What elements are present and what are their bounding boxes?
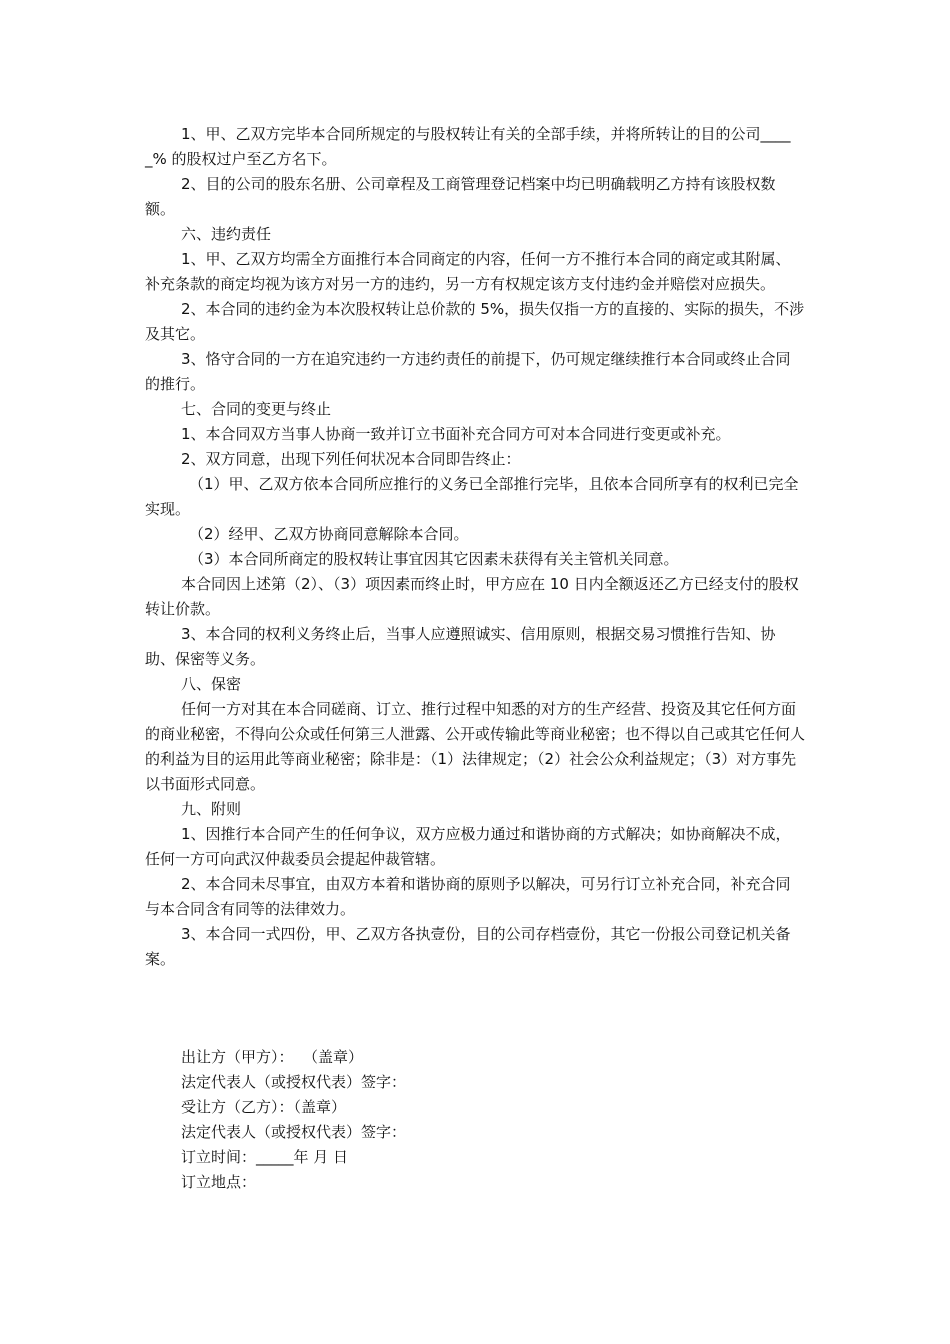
section-heading-liability: 六、违约责任: [181, 225, 272, 243]
clause-7-2-item-3: （3）本合同所商定的股权转让事宜因其它因素未获得有关主管机关同意。: [189, 550, 679, 568]
clause-7-1: 1、本合同双方当事人协商一致并订立书面补充合同方可对本合同进行变更或补充。: [181, 425, 731, 443]
legal-rep-line-1: 法定代表人（或授权代表）签字：: [181, 1073, 407, 1091]
clause-5-1: 1、甲、乙双方完毕本合同所规定的与股权转让有关的全部手续，并将所转让的目的公司_____% 的股权过户至乙方名下。: [145, 125, 791, 168]
section-heading-confidentiality: 八、保密: [181, 675, 242, 693]
clause-7-2: 2、双方同意，出现下列任何状况本合同即告终止：: [181, 450, 521, 468]
sign-place-line: 订立地点：: [181, 1173, 257, 1191]
clause-7-3: 3、本合同的权利义务终止后，当事人应遵照诚实、信用原则，根据交易习惯推行告知、协助、保密等义务。: [145, 625, 776, 668]
clause-7-refund: 本合同因上述第（2）、（3）项因素而终止时，甲方应在 10 日内全额返还乙方已经支付的股权转让价款。: [145, 575, 799, 618]
transferee-line: 受让方（乙方）：（盖章）: [181, 1098, 347, 1116]
clause-9-1: 1、因推行本合同产生的任何争议，双方应极力通过和谐协商的方式解决；如协商解决不成，任何一方可向武汉仲裁委员会提起仲裁管辖。: [145, 825, 791, 868]
clause-6-1: 1、甲、乙双方均需全方面推行本合同商定的内容，任何一方不推行本合同的商定或其附属、补充条款的商定均视为该方对另一方的违约，另一方有权规定该方支付违约金并赔偿对应损失。: [145, 250, 791, 293]
section-heading-change-termination: 七、合同的变更与终止: [181, 400, 332, 418]
section-heading-supplementary: 九、附则: [181, 800, 242, 818]
clause-7-2-item-2: （2）经甲、乙双方协商同意解除本合同。: [189, 525, 469, 543]
clause-9-2: 2、本合同未尽事宜，由双方本着和谐协商的原则予以解决，可另行订立补充合同，补充合同与本合同含有同等的法律效力。: [145, 875, 791, 918]
clause-5-2: 2、目的公司的股东名册、公司章程及工商管理登记档案中均已明确载明乙方持有该股权数额。: [145, 175, 776, 218]
clause-9-3: 3、本合同一式四份，甲、乙双方各执壹份，目的公司存档壹份，其它一份报公司登记机关备案。: [145, 925, 791, 968]
clause-7-2-item-1: （1）甲、乙双方依本合同所应推行的义务已全部推行完毕，且依本合同所享有的权利已完全实现。: [145, 475, 799, 518]
clause-8-body: 任何一方对其在本合同磋商、订立、推行过程中知悉的对方的生产经营、投资及其它任何方面的商业秘密，不得向公众或任何第三人泄露、公开或传输此等商业秘密；也不得以自己或其它任何人的利益为目的运用此等商业秘密；除非是：（1）法律规定；（2）社会公众利益规定；（3）对方事先以书面形式同意。: [145, 700, 806, 793]
contract-body: [145, 122, 805, 972]
sign-time-line: 订立时间：_____年 月 日: [181, 1148, 349, 1166]
clause-6-2: 2、本合同的违约金为本次股权转让总价款的 5%，损失仅指一方的直接的、实际的损失，不涉及其它。: [145, 300, 805, 343]
clause-6-3: 3、恪守合同的一方在追究违约一方违约责任的前提下，仍可规定继续推行本合同或终止合同的推行。: [145, 350, 791, 393]
transferor-line: 出让方（甲方）： （盖章）: [181, 1048, 364, 1066]
signature-block: [145, 1045, 805, 1195]
legal-rep-line-2: 法定代表人（或授权代表）签字：: [181, 1123, 407, 1141]
